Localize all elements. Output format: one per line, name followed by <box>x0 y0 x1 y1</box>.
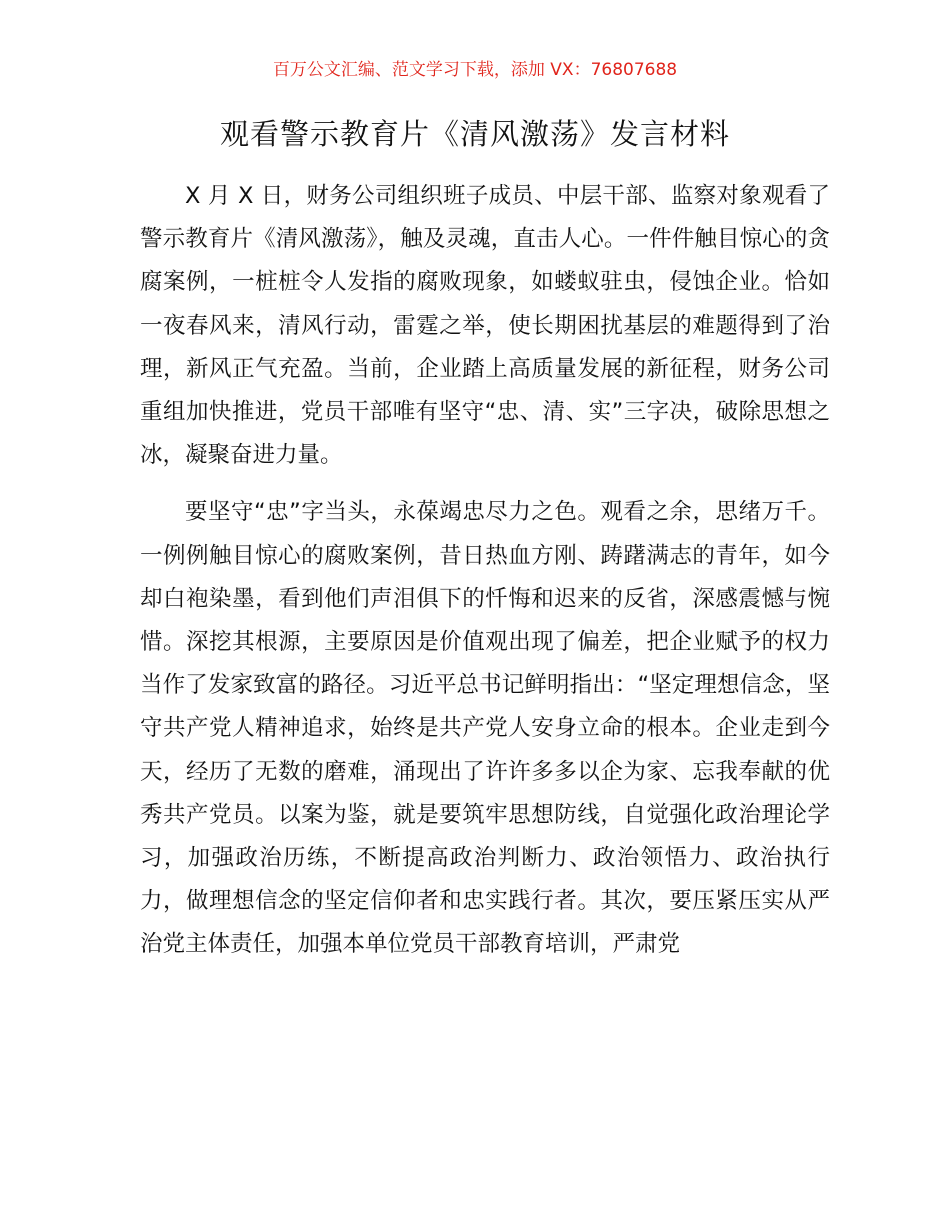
watermark-header: 百万公文汇编、范文学习下载，添加 VX：76807688 <box>272 60 678 80</box>
document-title: 观看警示教育片《清风激荡》发言材料 <box>219 117 730 151</box>
paragraph-2: 要坚守“忠”字当头，永葆竭忠尽力之色。观看之余，思绪万千。一例例触目惊心的腐败案例，昔日热血方刚、踌躇满志的青年，如今却白袍染墨，看到他们声泪俱下的忏悔和迟来的反省，深感震憾与惋惜。深挖其根源，主要原因是价值观出现了偏差，把企业赋予的权力当作了发家致富的路径。习近平总书记鲜明指出：“坚定理想信念，坚守共产党人精神追求，始终是共产党人安身立命的根本。企业走到今天，经历了无数的磨难，涌现出了许许多多以企为家、忘我奉献的优秀共产党员。以案为鉴，就是要筑牢思想防线，自觉强化政治理论学习，加强政治历练，不断提高政治判断力、政治领悟力、政治执行力，做理想信念的坚定信仰者和忠实践行者。其次，要压紧压实从严治党主体责任，加强本单位党员干部教育培训，严肃党 <box>140 499 830 958</box>
paragraph-1: X 月 X 日，财务公司组织班子成员、中层干部、监察对象观看了警示教育片《清风激荡》，触及灵魂，直击人心。一件件触目惊心的贪腐案例，一桩桩令人发指的腐败现象，如蝼蚁驻虫，侵蚀企业。恰如一夜春风来，清风行动，雷霆之举，使长期困扰基层的难题得到了治理，新风正气充盈。当前，企业踏上高质量发展的新征程，财务公司重组加快推进，党员干部唯有坚守“忠、清、实”三字决，破除思想之冰，凝聚奋进力量。 <box>140 183 830 469</box>
document-body <box>140 175 830 967</box>
